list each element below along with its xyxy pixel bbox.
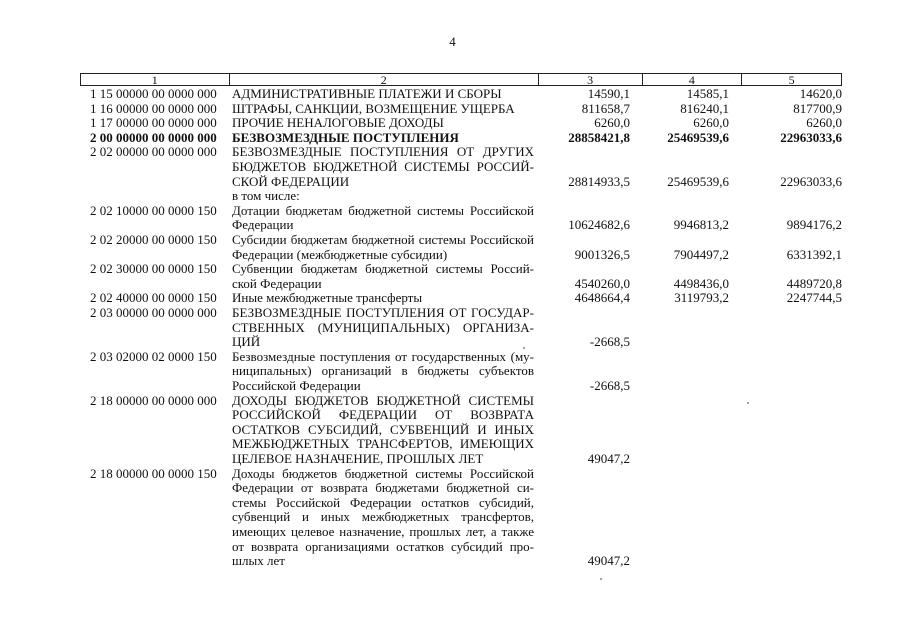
row-name-line: Иные межбюджетные трансферты <box>232 290 423 306</box>
row-value-3: 4648664,4 <box>574 290 630 306</box>
row-name-line: в том числе: <box>232 188 300 204</box>
row-code: 2 03 02000 02 0000 150 <box>90 348 217 364</box>
row-name-line: ПРОЧИЕ НЕНАЛОГОВЫЕ ДОХОДЫ <box>232 115 444 131</box>
row-value-4: 7904497,2 <box>673 246 729 262</box>
row-name-line: Безвозмездные поступления от государственных (му- <box>232 348 534 364</box>
scan-speck <box>747 402 749 404</box>
row-value-3: -2668,5 <box>589 334 630 350</box>
row-code: 2 02 00000 00 0000 000 <box>90 144 217 160</box>
row-value-4: 4498436,0 <box>673 275 729 291</box>
scan-speck <box>600 578 602 580</box>
row-value-4: 3119793,2 <box>674 290 729 306</box>
row-name-line: БЕЗВОЗМЕЗДНЫЕ ПОСТУПЛЕНИЯ ОТ ГОСУДАР- <box>232 305 534 320</box>
row-name-line: Дотации бюджетам бюджетной системы Российской <box>232 202 534 218</box>
row-value-4: 14585,1 <box>686 86 729 101</box>
row-value-3: 49047,2 <box>587 553 630 569</box>
row-name <box>232 116 534 131</box>
row-name-line: Субвенции бюджетам бюджетной системы Россий- <box>232 261 534 277</box>
row-name <box>232 467 534 569</box>
row-code: 2 03 00000 00 0000 000 <box>90 305 217 320</box>
row-name <box>232 262 534 291</box>
row-value-5: 6260,0 <box>806 115 842 131</box>
row-code: 2 02 20000 00 0000 150 <box>90 232 217 247</box>
row-value-5: 2247744,5 <box>786 290 842 306</box>
row-name-line: ШТРАФЫ, САНКЦИИ, ВОЗМЕЩЕНИЕ УЩЕРБА <box>232 100 515 116</box>
row-name-line: ниципальных) организаций в бюджеты субъектов <box>232 363 534 379</box>
row-name <box>232 87 534 102</box>
column-header-4: 4 <box>642 74 742 85</box>
row-name-line: субвенций и иных межбюджетных трансфертов, <box>232 509 534 525</box>
row-name-line: СКОЙ ФЕДЕРАЦИИ <box>232 173 350 189</box>
row-value-3: 10624682,6 <box>568 217 630 233</box>
row-name-line: МЕЖБЮДЖЕТНЫХ ТРАНСФЕРТОВ, ИМЕЮЩИХ <box>232 436 534 452</box>
row-value-5: 817700,9 <box>793 100 842 116</box>
row-name <box>232 350 534 394</box>
row-name-line: БЕЗВОЗМЕЗДНЫЕ ПОСТУПЛЕНИЯ <box>232 129 459 145</box>
row-value-3: 6260,0 <box>594 115 630 131</box>
row-name <box>232 394 534 467</box>
row-value-4: 816240,1 <box>680 100 729 116</box>
row-code: 1 17 00000 00 0000 000 <box>90 115 217 131</box>
row-name <box>232 102 534 117</box>
row-name-line: ДОХОДЫ БЮДЖЕТОВ БЮДЖЕТНОЙ СИСТЕМЫ <box>232 392 534 408</box>
page-number: 4 <box>449 34 456 49</box>
row-name <box>232 233 534 262</box>
row-code: 2 18 00000 00 0000 000 <box>90 392 217 408</box>
row-value-3: 4540260,0 <box>574 275 630 291</box>
row-name-line: шлых лет <box>232 553 285 569</box>
row-value-4: 25469539,6 <box>667 173 729 189</box>
row-code: 2 02 30000 00 0000 150 <box>90 261 217 277</box>
row-code: 2 00 00000 00 0000 000 <box>90 129 217 145</box>
row-name <box>232 145 534 189</box>
row-code: 2 02 40000 00 0000 150 <box>90 290 217 306</box>
row-name <box>232 131 534 146</box>
row-value-4: 6260,0 <box>693 115 729 131</box>
row-name-line: Федерации <box>232 217 294 233</box>
row-code: 2 18 00000 00 0000 150 <box>90 465 217 481</box>
row-name-line: СТВЕННЫХ (МУНИЦИПАЛЬНЫХ) ОРГАНИЗА- <box>232 319 534 335</box>
row-name-line: БЮДЖЕТОВ БЮДЖЕТНОЙ СИСТЕМЫ РОССИЙ- <box>232 158 534 174</box>
row-value-5: 9894176,2 <box>786 217 842 233</box>
row-value-3: 14590,1 <box>587 86 630 101</box>
row-name-line: Федерации (межбюджетные субсидии) <box>232 246 448 262</box>
column-header-1: 1 <box>151 73 158 87</box>
row-value-3: 28814933,5 <box>568 173 630 189</box>
row-value-3: 9001326,5 <box>574 246 630 262</box>
row-name-line: ЦЕЛЕВОЕ НАЗНАЧЕНИЕ, ПРОШЛЫХ ЛЕТ <box>232 450 484 466</box>
row-name <box>232 189 534 204</box>
row-name-line: АДМИНИСТРАТИВНЫЕ ПЛАТЕЖИ И СБОРЫ <box>232 86 502 101</box>
row-name-line: ОСТАТКОВ СУБСИДИЙ, СУБВЕНЦИЙ И ИНЫХ <box>232 421 534 437</box>
row-value-3: 49047,2 <box>587 450 630 466</box>
row-name-line: стемы Российской Федерации остатков субсидий, <box>232 494 534 510</box>
row-name-line: ЦИЙ <box>232 334 261 350</box>
row-name <box>232 204 534 233</box>
column-header-2: 2 <box>229 74 538 85</box>
row-name-line: от возврата организациями остатков субсидий про- <box>232 538 534 554</box>
column-header-3: 3 <box>538 74 642 85</box>
row-name <box>232 306 534 350</box>
row-code: 2 02 10000 00 0000 150 <box>90 202 217 218</box>
row-value-5: 22963033,6 <box>780 129 842 145</box>
row-value-5: 4489720,8 <box>786 275 842 291</box>
row-value-3: 811658,7 <box>581 100 630 116</box>
row-value-5: 22963033,6 <box>780 173 842 189</box>
row-name <box>232 291 534 306</box>
scan-speck <box>523 347 525 349</box>
row-name-line: имеющих целевое назначение, прошлых лет, а также <box>232 523 534 539</box>
row-name-line: ской Федерации <box>232 275 322 291</box>
column-header-5: 5 <box>741 74 841 85</box>
row-code: 1 16 00000 00 0000 000 <box>90 100 217 116</box>
row-code: 1 15 00000 00 0000 000 <box>90 86 217 101</box>
row-name-line: Субсидии бюджетам бюджетной системы Российской <box>232 232 534 247</box>
table-header <box>80 73 842 86</box>
row-value-3: 28858421,8 <box>568 129 630 145</box>
row-name-line: РОССИЙСКОЙ ФЕДЕРАЦИИ ОТ ВОЗВРАТА <box>232 407 534 423</box>
row-value-4: 9946813,2 <box>673 217 729 233</box>
row-value-5: 14620,0 <box>799 86 842 101</box>
row-value-3: -2668,5 <box>589 377 630 393</box>
row-name-line: БЕЗВОЗМЕЗДНЫЕ ПОСТУПЛЕНИЯ ОТ ДРУГИХ <box>232 144 534 160</box>
row-name-line: Федерации от возврата бюджетами бюджетной си- <box>232 480 534 496</box>
row-value-4: 25469539,6 <box>667 129 729 145</box>
row-name-line: Доходы бюджетов бюджетной системы Российской <box>232 465 534 481</box>
row-value-5: 6331392,1 <box>786 246 842 262</box>
row-name-line: Российской Федерации <box>232 377 361 393</box>
